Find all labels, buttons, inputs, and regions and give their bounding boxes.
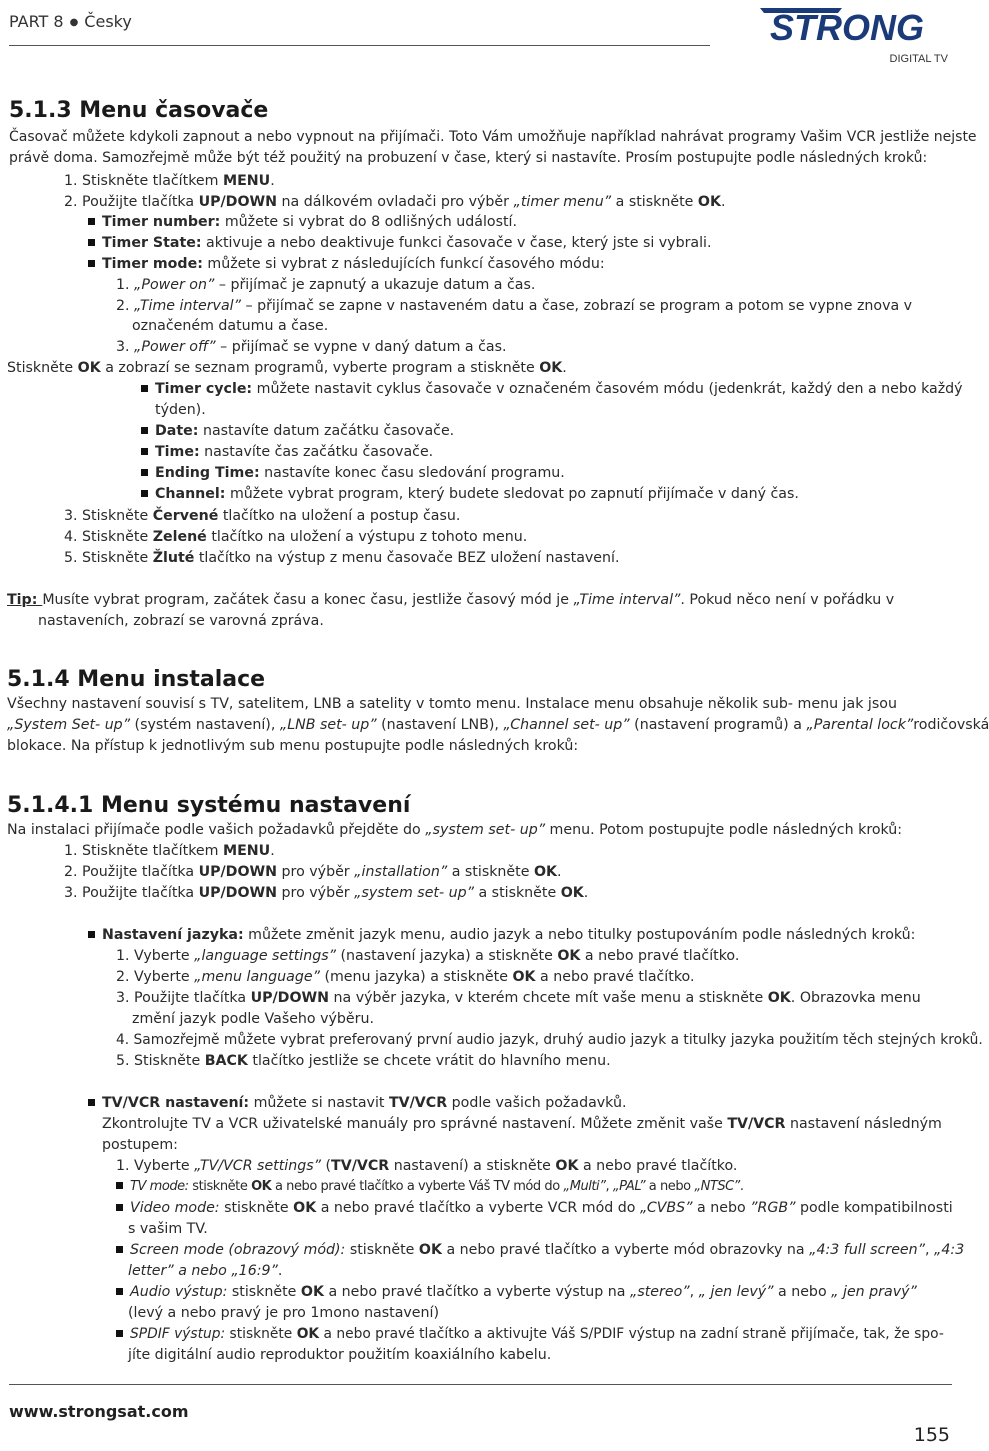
timer-mode-item: Timer mode: můžete si vybrat z následujících funkcí časového módu: [88,255,605,273]
footer-url[interactable]: www.strongsat.com [9,1402,189,1421]
screen-mode-item: Screen mode (obrazový mód): stiskněte OK a nebo pravé tlačítko a vyberte mód obrazovky na „4:3 full screen”, „4:3 [116,1241,964,1259]
square-bullet-icon [88,239,95,246]
audio-output-cont: (levý a nebo pravý je pro 1mono nastavení) [128,1305,439,1321]
spdif-output-cont: jíte digitální audio reproduktor použitím koaxiálního kabelu. [128,1347,552,1363]
square-bullet-icon [88,1099,95,1106]
s5141-step-3: 3. Použijte tlačítka UP/DOWN pro výběr „system set- up” a stiskněte OK. [64,885,589,901]
bullet-dot-icon: ● [69,17,79,28]
s513-step-3: 3. Stiskněte Červené tlačítko na uložení a postup času. [64,508,461,524]
ending-time-item: Ending Time: nastavíte konec času sledování programu. [141,464,565,482]
s513-step-2: 2. Použijte tlačítka UP/DOWN na dálkovém ovladači pro výběr „timer menu” a stiskněte OK. [64,194,726,210]
square-bullet-icon [88,260,95,267]
s513-intro-1: Časovač můžete kdykoli zapnout a nebo vypnout na přijímači. Toto Vám umožňuje například nahrávat programy Vašim VCR jestliže nejste [9,129,977,145]
lang-step-3-cont: změní jazyk podle Vašeho výběru. [132,1011,374,1027]
section-5-1-4-1-title: 5.1.4.1 Menu systému nastavení [7,793,411,818]
mode-power-off: 3. „Power off” – přijímač se vypne v daný datum a čas. [116,339,507,355]
s514-line-1: Všechny nastavení souvisí s TV, satelitem, LNB a satelity v tomto menu. Instalace menu obsahuje několik sub- menu jak jsou [7,696,897,712]
strong-logo [742,2,952,66]
timer-cycle-item: Timer cycle: můžete nastavit cyklus časovače v označeném časovém módu (jedenkrát, každý den a nebo každý [141,380,963,398]
date-item: Date: nastavíte datum začátku časovače. [141,422,454,440]
square-bullet-icon [141,469,148,476]
mode-time-interval: 2. „Time interval” – přijímač se zapne v nastaveném datu a čase, zobrazí se program a potom se vypne znova v [116,298,913,314]
channel-item: Channel: můžete vybrat program, který budete sledovat po zapnutí přijímače v daný čas. [141,485,799,503]
s513-step-5: 5. Stiskněte Žluté tlačítko na výstup z menu časovače BEZ uložení nastavení. [64,550,620,566]
lang-step-5: 5. Stiskněte BACK tlačítko jestliže se chcete vrátit do hlavního menu. [116,1053,611,1069]
footer-rule [9,1384,952,1385]
language-settings-item: Nastavení jazyka: můžete změnit jazyk menu, audio jazyk a nebo titulky postupováním podle následných kroků: [88,926,915,944]
page-number: 155 [913,1424,950,1446]
mode-time-interval-cont: označeném datumu a čase. [132,318,329,334]
section-5-1-4-title: 5.1.4 Menu instalace [7,667,266,692]
spdif-output-item: SPDIF výstup: stiskněte OK a nebo pravé tlačítko a aktivujte Váš S/PDIF výstup na zadní straně přijímače, tak, že spo- [116,1325,944,1343]
s514-line-2: „System Set- up” (systém nastavení), „LNB set- up” (nastavení LNB), „Channel set- up” (nastavení programů) a „Parental lock”rodičovská [7,717,989,733]
video-mode-cont: s vašim TV. [128,1221,208,1237]
s513-step-1: 1. Stiskněte tlačítkem MENU. [64,173,275,189]
tv-vcr-line-3: postupem: [102,1137,178,1153]
tip-line: Tip: Musíte vybrat program, začátek času a konec času, jestliže časový mód je „Time interval”. Pokud něco není v pořádku v [7,592,895,608]
tip-cont: nastaveních, zobrazí se varovná zpráva. [38,613,324,629]
part-label: PART 8 [9,12,64,31]
audio-output-item: Audio výstup: stiskněte OK a nebo pravé tlačítko a vyberte výstup na „stereo”, „ jen levý” a nebo „ jen pravý” [116,1283,917,1301]
s514-line-3: blokace. Na přístup k jednotlivým sub menu postupujte podle následných kroků: [7,738,579,754]
square-bullet-icon [141,448,148,455]
tv-vcr-step-1: 1. Vyberte „TV/VCR settings” (TV/VCR nastavení) a stiskněte OK a nebo pravé tlačítko. [116,1158,738,1174]
mode-power-on: 1. „Power on” – přijímač je zapnutý a ukazuje datum a čas. [116,277,536,293]
square-bullet-icon [116,1246,123,1253]
language-label: Česky [84,12,132,31]
video-mode-item: Video mode: stiskněte OK a nebo pravé tlačítko a vyberte VCR mód do „CVBS” a nebo ”RGB” podle kompatibilnosti [116,1199,953,1217]
s5141-step-1: 1. Stiskněte tlačítkem MENU. [64,843,275,859]
lang-step-4: 4. Samozřejmě můžete vybrat preferovaný první audio jazyk, druhý audio jazyk a titulky jazyka použitím těch stejných kroků. [116,1032,983,1048]
timer-cycle-cont: týden). [155,402,206,418]
s5141-step-2: 2. Použijte tlačítka UP/DOWN pro výběr „installation” a stiskněte OK. [64,864,562,880]
screen-mode-cont: letter” a nebo „16:9”. [128,1263,283,1279]
section-5-1-3-title: 5.1.3 Menu časovače [9,98,269,123]
s5141-intro: Na instalaci přijímače podle vašich požadavků přejděte do „system set- up” menu. Potom postupujte podle následných kroků: [7,822,903,838]
time-item: Time: nastavíte čas začátku časovače. [141,443,433,461]
s513-ok-line: Stiskněte OK a zobrazí se seznam programů, vyberte program a stiskněte OK. [7,360,567,376]
page-header [9,12,132,31]
square-bullet-icon [116,1330,123,1337]
timer-number-item: Timer number: můžete si vybrat do 8 odlišných událostí. [88,213,517,231]
square-bullet-icon [141,490,148,497]
lang-step-2: 2. Vyberte „menu language” (menu jazyka) a stiskněte OK a nebo pravé tlačítko. [116,969,695,985]
square-bullet-icon [116,1204,123,1211]
header-rule [9,45,710,46]
tv-vcr-settings-item: TV/VCR nastavení: můžete si nastavit TV/VCR podle vašich požadavků. [88,1094,626,1112]
logo-subtitle: DIGITAL TV [889,53,948,65]
timer-state-item: Timer State: aktivuje a nebo deaktivuje funkci časovače v čase, který jste si vybrali. [88,234,712,252]
square-bullet-icon [116,1288,123,1295]
s513-step-4: 4. Stiskněte Zelené tlačítko na uložení a výstupu z tohoto menu. [64,529,528,545]
square-bullet-icon [88,218,95,225]
square-bullet-icon [141,385,148,392]
lang-step-1: 1. Vyberte „language settings” (nastavení jazyka) a stiskněte OK a nebo pravé tlačítko. [116,948,740,964]
tv-vcr-line-2: Zkontrolujte TV a VCR uživatelské manuály pro správné nastavení. Můžete změnit vaše TV/VCR nastavení následným [102,1116,942,1132]
square-bullet-icon [88,931,95,938]
logo-text: STRONG [769,7,925,48]
square-bullet-icon [141,427,148,434]
tv-mode-item: TV mode: stiskněte OK a nebo pravé tlačítko a vyberte Váš TV mód do „Multi”, „PAL” a nebo „NTSC”. [116,1178,744,1196]
s513-intro-2: právě doma. Samozřejmě může být též použitý na probuzení v čase, který si nastavíte. Prosím postupujte podle následných kroků: [9,150,928,166]
lang-step-3: 3. Použijte tlačítka UP/DOWN na výběr jazyka, v kterém chcete mít vaše menu a stiskněte OK. Obrazovka menu [116,990,921,1006]
square-bullet-icon [116,1182,123,1189]
